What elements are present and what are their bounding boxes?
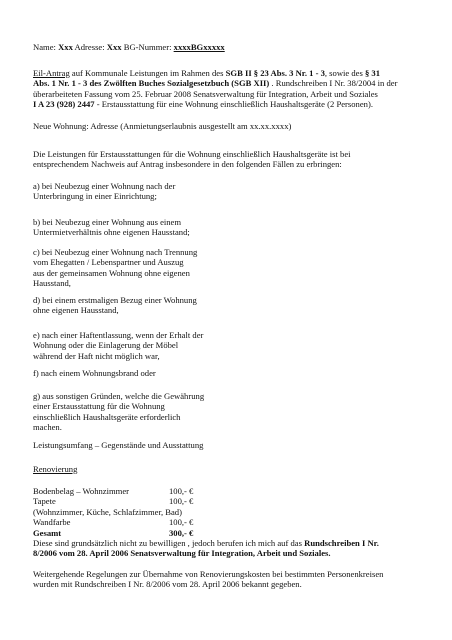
- intro-paragraph: [33, 68, 421, 110]
- cost-amount: 100,- €: [169, 517, 194, 528]
- name-label: Name:: [33, 42, 59, 52]
- case-line: c) bei Neubezug einer Wohnung nach Trennung: [33, 247, 198, 257]
- intro-text: . Rundschreiben I Nr. 38/2004 in der: [269, 78, 398, 89]
- case-line: vom Ehegatten / Lebenspartner und Auszug: [33, 257, 184, 268]
- cost-row: [33, 496, 421, 506]
- renovierung-label: Renovierung: [33, 464, 78, 474]
- case-line: Unterbringung in einer Einrichtung;: [33, 191, 157, 202]
- cost-table: [33, 486, 421, 538]
- header-line: [33, 42, 421, 52]
- case-line: e) nach einer Haftentlassung, wenn der Erhalt der: [33, 330, 204, 340]
- case-line: einer Erstausstattung für die Wohnung: [33, 401, 165, 412]
- case-line: a) bei Neubezug einer Wohnung nach der: [33, 181, 176, 191]
- paragraph-line: [33, 538, 421, 548]
- case-c: [33, 247, 421, 289]
- bg-number-value: xxxxBGxxxxx: [173, 42, 225, 52]
- total-label: Gesamt: [33, 527, 62, 538]
- file-reference: I A 23 (928) 2447: [33, 99, 95, 110]
- intro-line-2: [33, 78, 421, 88]
- cost-row: [33, 517, 421, 527]
- cost-label: Bodenbelag – Wohnzimmer: [33, 486, 130, 496]
- renovierung-heading: [33, 464, 421, 474]
- adresse-label: Adresse:: [72, 42, 107, 52]
- leistungsumfang-heading: Leistungsumfang – Gegenstände und Ausstattung: [33, 440, 204, 450]
- case-line: d) bei einem erstmaligen Bezug einer Wohnung: [33, 295, 197, 305]
- sgb-xii-reference: § 31: [364, 68, 381, 78]
- case-e: [33, 330, 421, 361]
- case-d: [33, 295, 421, 316]
- paragraph-line: Die Leistungen für Erstausstattungen für die Wohnung einschließlich Haushaltsgeräte ist bei: [33, 149, 351, 159]
- leistungen-paragraph: [33, 149, 421, 170]
- eil-antrag-link[interactable]: Eil-Antrag: [33, 68, 70, 78]
- intro-line-1: [33, 68, 421, 78]
- total-amount: 300,- €: [169, 527, 194, 538]
- intro-line-4: [33, 99, 421, 109]
- case-b: [33, 217, 421, 238]
- case-a: [33, 181, 421, 202]
- case-line: ohne eigenen Hausstand,: [33, 305, 119, 316]
- cost-label: Tapete: [33, 496, 56, 507]
- case-line: Untermietverhältnis ohne eigenen Hausstand;: [33, 227, 190, 238]
- case-line: g) aus sonstigen Gründen, welche die Gewährung: [33, 391, 205, 401]
- sgb-ii-reference: SGB II § 23 Abs. 3 Nr. 1 - 3: [225, 68, 325, 78]
- cost-amount: 100,- €: [169, 496, 194, 507]
- total-row: [33, 528, 421, 538]
- case-line: einschließlich Haushaltsgeräte erforderlich: [33, 411, 181, 422]
- paragraph-line: wurden mit Rundschreiben I Nr. 8/2006 vom 28. April 2006 bekannt gegeben.: [33, 579, 302, 590]
- cost-label: Wandfarbe: [33, 517, 71, 528]
- rundschreiben-paragraph: [33, 538, 421, 559]
- weitergehende-paragraph: [33, 569, 421, 590]
- paragraph-line: Weitergehende Regelungen zur Übernahme von Renovierungskosten bei bestimmten Personenkreisen: [33, 569, 384, 579]
- paragraph-line: entsprechendem Nachweis auf Antrag insbesondere in den folgenden Fällen zu erbringen:: [33, 159, 342, 170]
- case-line: machen.: [33, 422, 62, 433]
- adresse-value: Xxx: [106, 42, 122, 52]
- case-line: Hausstand,: [33, 278, 71, 289]
- case-line: b) bei Neubezug einer Wohnung aus einem: [33, 217, 182, 227]
- neue-wohnung-line: Neue Wohnung: Adresse (Anmietungserlaubnis ausgestellt am xx.xx.xxxx): [33, 121, 292, 131]
- rundschreiben-reference: Rundschreiben I Nr.: [304, 538, 379, 548]
- intro-text: auf Kommunale Leistungen im Rahmen des: [69, 68, 226, 78]
- case-g: [33, 391, 421, 433]
- case-line: Wohnung oder die Einlagerung der Möbel: [33, 340, 179, 351]
- paragraph-text: Diese sind grundsätzlich nicht zu bewilligen , jedoch berufen ich mich auf das: [33, 538, 305, 548]
- intro-text: , sowie des: [324, 68, 365, 78]
- cost-row: [33, 507, 421, 517]
- case-line: während der Haft nicht möglich war,: [33, 350, 160, 361]
- intro-text: - Erstausstattung für eine Wohnung einschließlich Haushaltsgeräte (2 Personen).: [94, 99, 373, 110]
- paragraph-line: 8/2006 vom 28. April 2006 Senatsverwaltung für Integration, Arbeit und Soziales.: [33, 548, 331, 559]
- bg-number-label: BG-Nummer:: [121, 42, 174, 52]
- cost-amount: 100,- €: [169, 486, 194, 496]
- cost-label: (Wohnzimmer, Küche, Schlafzimmer, Bad): [33, 506, 182, 517]
- case-line: aus der gemeinsamen Wohnung ohne eigenen: [33, 267, 190, 278]
- case-line: f) nach einem Wohnungsbrand oder: [33, 368, 156, 378]
- case-f: [33, 368, 421, 378]
- cost-row: [33, 486, 421, 496]
- intro-line-3: überarbeiteten Fassung vom 25. Februar 2008 Senatsverwaltung für Integration, Arbeit und Soziales: [33, 88, 378, 99]
- name-value: Xxx: [58, 42, 73, 52]
- sgb-xii-reference: Abs. 1 Nr. 1 - 3 des Zwölften Buches Sozialgesetzbuch (SGB XII): [33, 78, 270, 89]
